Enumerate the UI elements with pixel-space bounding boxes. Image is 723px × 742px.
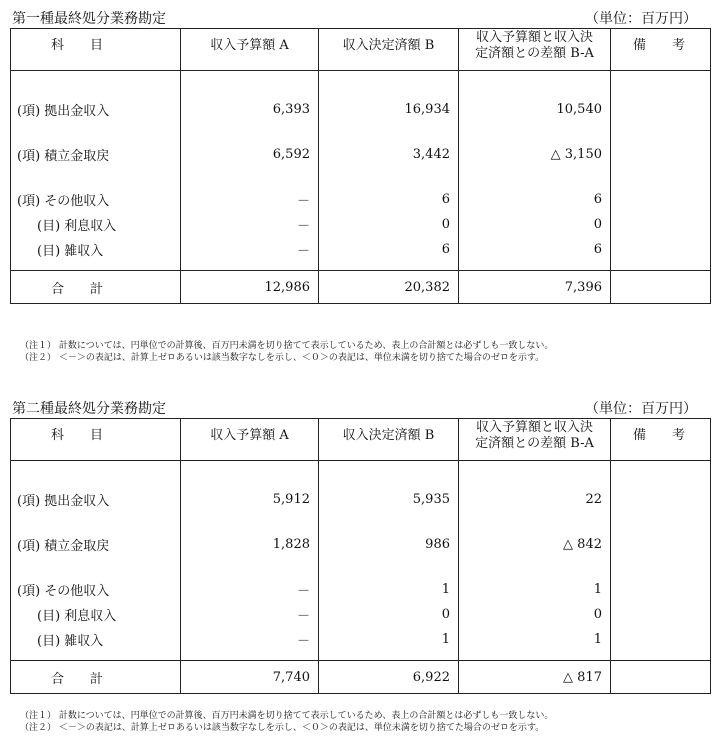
table-header-row — [11, 29, 711, 71]
section-title: 第二種最終処分業務勘定 — [12, 401, 166, 417]
table-row — [11, 187, 711, 212]
total-label: 合 計 — [11, 661, 181, 694]
account-section-2 — [0, 396, 723, 733]
total-row — [11, 661, 711, 694]
decided-value: 6 — [319, 237, 459, 262]
header-difference-line2: 定済額との差額 B-A — [475, 436, 594, 451]
difference-value: 22 — [459, 487, 611, 512]
remarks-cell — [611, 212, 711, 237]
table-row — [11, 237, 711, 262]
header-difference — [459, 29, 611, 71]
difference-value: 0 — [459, 212, 611, 237]
decided-value: 1 — [319, 577, 459, 602]
decided-value: 3,442 — [319, 142, 459, 167]
budget-value: － — [181, 627, 319, 652]
budget-value: 6,393 — [181, 97, 319, 122]
row-label: (項) 拠出金収入 — [11, 97, 181, 122]
footnote: （注２） ＜－＞の表記は、計算上ゼロあるいは該当数字なしを示し、＜０＞の表記は、単位未満を切り捨てた場合のゼロを示す。 — [20, 723, 545, 733]
header-subject: 科 目 — [11, 29, 181, 71]
spacer-row — [11, 652, 711, 661]
decided-value: 1 — [319, 627, 459, 652]
total-difference: △ 817 — [459, 661, 611, 694]
header-remarks: 備 考 — [611, 29, 711, 71]
section-title: 第一種最終処分業務勘定 — [12, 11, 166, 27]
table-row — [11, 212, 711, 237]
total-remarks — [611, 271, 711, 304]
remarks-cell — [611, 97, 711, 122]
decided-value: 5,935 — [319, 487, 459, 512]
decided-value: 0 — [319, 602, 459, 627]
row-label: (項) 積立金取戻 — [11, 532, 181, 557]
total-difference: 7,396 — [459, 271, 611, 304]
table-header-row — [11, 419, 711, 461]
account-section-1 — [0, 6, 723, 363]
remarks-cell — [611, 187, 711, 212]
table-row — [11, 97, 711, 122]
revenue-table — [10, 28, 711, 304]
difference-value: 1 — [459, 577, 611, 602]
total-remarks — [611, 661, 711, 694]
spacer-row — [11, 262, 711, 271]
spacer-row — [11, 557, 711, 577]
difference-value: 1 — [459, 627, 611, 652]
footnote: （注１） 計数については、円単位での計算後、百万円未満を切り捨てて表示しているため、表上の合計額とは必ずしも一致しない。 — [20, 711, 554, 721]
section-header — [0, 6, 723, 26]
total-row — [11, 271, 711, 304]
decided-value: 0 — [319, 212, 459, 237]
total-budget: 12,986 — [181, 271, 319, 304]
header-difference-line2: 定済額との差額 B-A — [475, 46, 594, 61]
spacer-row — [11, 461, 711, 488]
table-row — [11, 602, 711, 627]
spacer-row — [11, 122, 711, 142]
remarks-cell — [611, 487, 711, 512]
remarks-cell — [611, 532, 711, 557]
difference-value: △ 842 — [459, 532, 611, 557]
remarks-cell — [611, 577, 711, 602]
budget-value: － — [181, 212, 319, 237]
row-label: (項) その他収入 — [11, 187, 181, 212]
budget-value: － — [181, 237, 319, 262]
total-decided: 6,922 — [319, 661, 459, 694]
row-label: (目) 雑収入 — [11, 627, 181, 652]
header-budget: 収入予算額 A — [181, 29, 319, 71]
row-label: (目) 利息収入 — [11, 602, 181, 627]
difference-value: 6 — [459, 237, 611, 262]
header-difference-line1: 収入予算額と収入決 — [475, 420, 593, 435]
decided-value: 16,934 — [319, 97, 459, 122]
section-header — [0, 396, 723, 416]
difference-value: △ 3,150 — [459, 142, 611, 167]
difference-value: 0 — [459, 602, 611, 627]
footnotes — [20, 340, 553, 364]
header-decided: 収入決定済額 B — [319, 419, 459, 461]
difference-value: 6 — [459, 187, 611, 212]
footnotes — [20, 710, 553, 734]
header-decided: 収入決定済額 B — [319, 29, 459, 71]
remarks-cell — [611, 142, 711, 167]
budget-value: 6,592 — [181, 142, 319, 167]
remarks-cell — [611, 237, 711, 262]
budget-value: 5,912 — [181, 487, 319, 512]
spacer-row — [11, 167, 711, 187]
total-label: 合 計 — [11, 271, 181, 304]
header-difference — [459, 419, 611, 461]
total-budget: 7,740 — [181, 661, 319, 694]
table-row — [11, 577, 711, 602]
budget-value: 1,828 — [181, 532, 319, 557]
row-label: (目) 利息収入 — [11, 212, 181, 237]
header-budget: 収入予算額 A — [181, 419, 319, 461]
footnote: （注１） 計数については、円単位での計算後、百万円未満を切り捨てて表示しているため、表上の合計額とは必ずしも一致しない。 — [20, 341, 554, 351]
table-row — [11, 532, 711, 557]
decided-value: 986 — [319, 532, 459, 557]
row-label: (目) 雑収入 — [11, 237, 181, 262]
decided-value: 6 — [319, 187, 459, 212]
spacer-row — [11, 512, 711, 532]
budget-value: － — [181, 187, 319, 212]
header-difference-line1: 収入予算額と収入決 — [475, 30, 593, 45]
revenue-table — [10, 418, 711, 694]
row-label: (項) 拠出金収入 — [11, 487, 181, 512]
row-label: (項) その他収入 — [11, 577, 181, 602]
difference-value: 10,540 — [459, 97, 611, 122]
remarks-cell — [611, 602, 711, 627]
budget-value: － — [181, 577, 319, 602]
remarks-cell — [611, 627, 711, 652]
footnote: （注２） ＜－＞の表記は、計算上ゼロあるいは該当数字なしを示し、＜０＞の表記は、単位未満を切り捨てた場合のゼロを示す。 — [20, 353, 545, 363]
table-row — [11, 627, 711, 652]
unit-label: （単位：百万円） — [585, 11, 697, 27]
header-remarks: 備 考 — [611, 419, 711, 461]
total-decided: 20,382 — [319, 271, 459, 304]
spacer-row — [11, 71, 711, 98]
budget-value: － — [181, 602, 319, 627]
header-subject: 科 目 — [11, 419, 181, 461]
row-label: (項) 積立金取戻 — [11, 142, 181, 167]
table-row — [11, 142, 711, 167]
table-row — [11, 487, 711, 512]
unit-label: （単位：百万円） — [585, 401, 697, 417]
